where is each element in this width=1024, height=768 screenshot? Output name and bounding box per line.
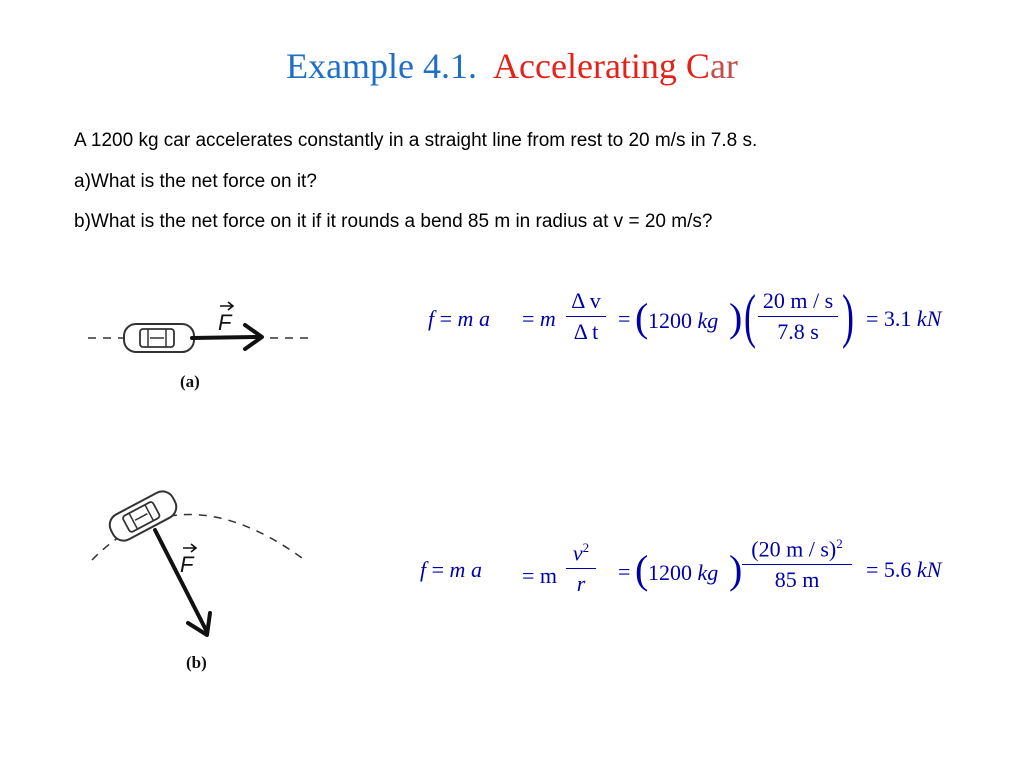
eq-b-denominator-r: r	[576, 571, 586, 597]
force-arrow-b	[155, 530, 210, 635]
eq-a-kg: kg	[697, 308, 719, 333]
caption-b: (b)	[186, 653, 207, 672]
eq-b-equals-1: =	[431, 557, 445, 582]
eq-a-fraction-speed-time	[758, 288, 838, 345]
eq-a-m2: m	[539, 306, 556, 331]
question-a: a)What is the net force on it?	[74, 171, 317, 192]
eq-a-equals-2: =	[522, 306, 535, 331]
eq-a-fraction-dv-dt	[566, 288, 606, 345]
problem-statement: A 1200 kg car accelerates constantly in a straight line from rest to 20 m/s in 7.8 s.	[74, 130, 758, 151]
eq-a-equals-3: =	[618, 306, 631, 331]
slide-title	[0, 40, 1024, 92]
eq-b-unit-N: N	[926, 557, 942, 582]
car-icon	[106, 487, 181, 545]
eq-a-numerator-speed: 20 m / s	[762, 288, 834, 313]
caption-a: (a)	[180, 372, 200, 391]
eq-b-equals-2: = m	[522, 563, 558, 588]
eq-b-unit-k: k	[916, 557, 927, 582]
eq-a-denominator-dt: Δ t	[573, 319, 599, 344]
title-example-number: Example 4.1.	[286, 46, 478, 86]
eq-b-fraction-v2-r	[566, 540, 596, 597]
eq-b-result: = 5.6	[866, 557, 912, 582]
eq-b-numerator-speed: 20 m / s	[758, 536, 829, 562]
car-icon	[124, 324, 194, 352]
title-topic: Accelerating C	[493, 46, 710, 86]
eq-a-f: f	[428, 306, 435, 331]
question-b: b)What is the net force on it if it rounds a bend 85 m in radius at v = 20 m/s?	[74, 211, 713, 232]
force-label-b: F	[180, 552, 194, 577]
eq-b-exponent-2: 2	[836, 536, 843, 551]
eq-a-mass: 1200	[648, 308, 692, 333]
eq-b-kg: kg	[697, 560, 719, 585]
eq-a-a: a	[478, 306, 490, 331]
eq-a-equals-1: =	[439, 306, 453, 331]
eq-a-numerator-dv: Δ v	[571, 288, 601, 313]
eq-b-fraction-speed2-radius: (20 m / s)$^2$ 85 m	[742, 536, 852, 593]
eq-b-exponent-1: 2	[582, 540, 590, 555]
eq-b-equals-3: =	[618, 559, 631, 584]
eq-b-f: f	[420, 557, 427, 582]
vector-arrow-icon	[220, 302, 233, 310]
eq-a-unit-N: N	[926, 306, 942, 331]
eq-a-m: m	[457, 306, 474, 331]
eq-b-denominator-radius: 85 m	[774, 567, 820, 593]
eq-a-result: = 3.1	[866, 306, 912, 331]
eq-b-mass: 1200	[648, 560, 692, 585]
diagram-a-straight-car	[80, 290, 320, 400]
force-label-a: F	[218, 310, 232, 335]
eq-b-m: m	[449, 557, 466, 582]
eq-a-denominator-time: 7.8 s	[777, 319, 819, 344]
eq-a-unit-k: k	[916, 306, 927, 331]
eq-b-numerator-v: v	[572, 540, 583, 566]
diagram-b-turning-car	[80, 480, 320, 680]
vector-arrow-icon	[183, 544, 196, 552]
eq-b-a: a	[470, 557, 482, 582]
title-topic-suffix: ar	[709, 46, 738, 86]
